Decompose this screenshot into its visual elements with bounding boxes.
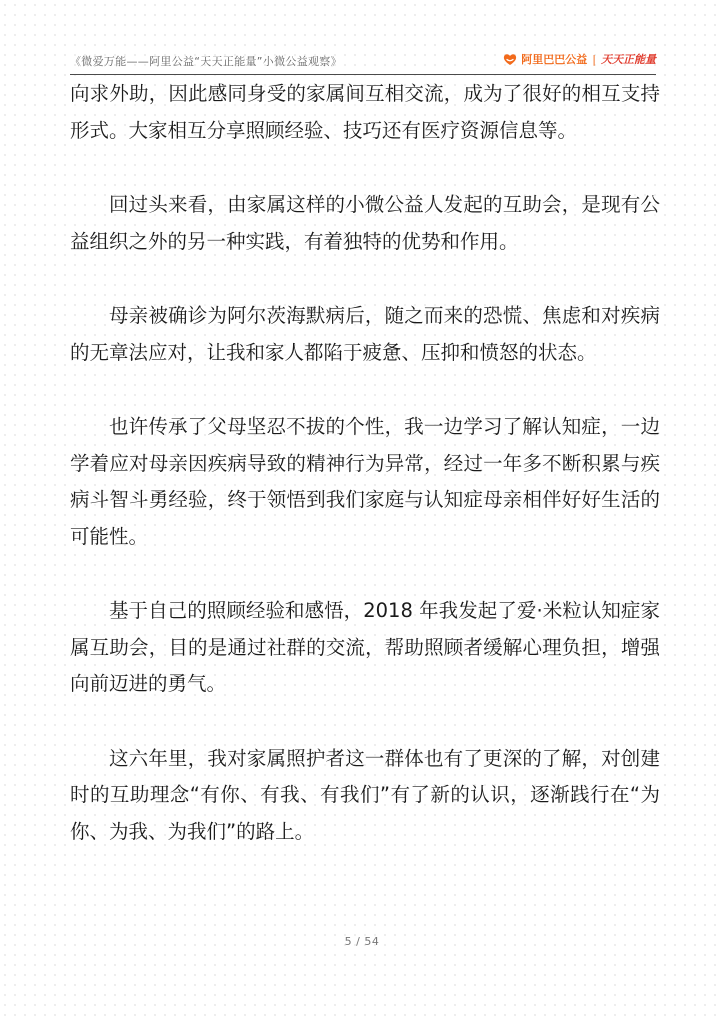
- paragraph: 基于自己的照顾经验和感悟，2018 年我发起了爱·米粒认知症家属互助会，目的是通过社群的交流，帮助照顾者缓解心理负担，增强向前迈进的勇气。: [70, 599, 660, 695]
- alibaba-charity-logo: [502, 51, 656, 67]
- paragraph: 回过头来看，由家属这样的小微公益人发起的互助会，是现有公益组织之外的另一种实践，有着独特的优势和作用。: [70, 193, 660, 253]
- heart-smile-icon: [502, 51, 518, 67]
- page-number: 5 / 54: [344, 935, 380, 948]
- paragraph: 向求外助，因此感同身受的家属间互相交流，成为了很好的相互支持形式。大家相互分享照顾经验、技巧还有医疗资源信息等。: [70, 82, 660, 142]
- paragraph: 这六年里，我对家属照护者这一群体也有了更深的了解，对创建时的互助理念“有你、有我、有我们”有了新的认识，逐渐践行在“为你、为我、为我们”的路上。: [70, 746, 660, 843]
- logo-tagline-text: 天天正能量: [601, 53, 656, 66]
- page-header: [70, 44, 656, 75]
- document-title: 《微爱万能——阿里公益“天天正能量”小微公益观察》: [70, 55, 342, 68]
- document-body: [70, 76, 660, 888]
- paragraph: 母亲被确诊为阿尔茨海默病后，随之而来的恐慌、焦虑和对疾病的无章法应对，让我和家人都陷于疲惫、压抑和愤怒的状态。: [70, 304, 660, 364]
- logo-separator: |: [592, 52, 596, 66]
- logo-brand-text: 阿里巴巴公益: [521, 53, 588, 66]
- paragraph: 也许传承了父母坚忍不拔的个性，我一边学习了解认知症，一边学着应对母亲因疾病导致的精神行为异常，经过一年多不断积累与疾病斗智斗勇经验，终于领悟到我们家庭与认知症母亲相伴好好生活的可能性。: [70, 415, 660, 548]
